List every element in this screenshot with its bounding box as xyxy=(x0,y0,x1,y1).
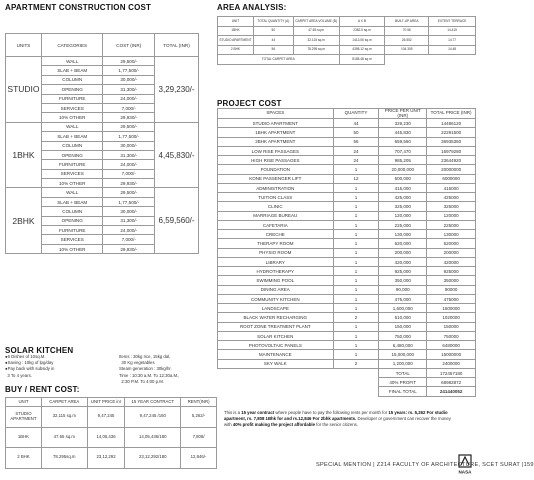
table-row xyxy=(218,128,476,137)
table-cell: 1 xyxy=(333,350,379,359)
table-cell: MARRIAGE BUREAU xyxy=(218,211,334,220)
column-header: SPACES xyxy=(218,109,334,119)
construction-header-row xyxy=(6,34,199,57)
table-cell: 26.552 xyxy=(385,36,429,46)
table-row xyxy=(218,239,476,248)
table-cell: 1 xyxy=(333,285,379,294)
column-header: UNITS xyxy=(6,34,42,57)
summary-label: 40% PROFIT xyxy=(379,378,427,387)
column-header: QUANTITY xyxy=(333,109,379,119)
table-row xyxy=(218,350,476,359)
cost-cell: 24,000/- xyxy=(103,226,155,235)
column-header: CARPET AREA xyxy=(41,398,87,407)
table-cell: 14,05,436/180 xyxy=(125,427,181,448)
table-row xyxy=(6,57,199,66)
nasa-logo-icon xyxy=(457,455,473,475)
summary-row xyxy=(218,368,476,377)
table-cell: 329,230 xyxy=(379,119,427,128)
table-cell: 225000 xyxy=(427,220,476,229)
table-cell: 475000 xyxy=(427,294,476,303)
summary-row xyxy=(218,387,476,396)
table-cell: 1600000 xyxy=(427,304,476,313)
category-cell: SERVICES xyxy=(41,103,103,112)
area-header-row xyxy=(218,17,476,27)
table-row xyxy=(218,294,476,303)
table-row xyxy=(218,331,476,340)
table-cell: STUDIO APARTMENT xyxy=(6,407,42,428)
category-cell: WALL xyxy=(41,188,103,197)
category-cell: WALL xyxy=(41,57,103,66)
table-cell: 1 xyxy=(333,257,379,266)
table-cell: STUDIO APARTMENT xyxy=(218,119,334,128)
table-cell: 420,000 xyxy=(379,257,427,266)
table-cell: 750,000 xyxy=(379,331,427,340)
table-cell: 620000 xyxy=(427,239,476,248)
table-cell: 1 xyxy=(333,304,379,313)
table-row xyxy=(6,407,217,428)
table-cell: 200000 xyxy=(427,248,476,257)
table-cell: 620,000 xyxy=(379,239,427,248)
table-cell: 1 xyxy=(333,239,379,248)
table-cell: 445,830 xyxy=(379,128,427,137)
table-cell: 1 xyxy=(333,341,379,350)
table-cell: LANDSCAPE xyxy=(218,304,334,313)
column-header: TOTAL PRICE (INR) xyxy=(427,109,476,119)
table-cell: 1 xyxy=(333,322,379,331)
table-cell: 104.305 xyxy=(385,45,429,55)
table-cell: 420000 xyxy=(427,257,476,266)
table-cell: 6,480,000 xyxy=(379,341,427,350)
table-cell: HIGH RISE PASSAGES xyxy=(218,156,334,165)
table-cell: 1 xyxy=(333,165,379,174)
table-row xyxy=(218,230,476,239)
table-cell: 659,560 xyxy=(379,137,427,146)
kitchen-spec-line: Items : 30kg rice, 15kg dal, xyxy=(119,354,171,359)
table-cell: BLACK WATER RECHARGING xyxy=(218,313,334,322)
total-value: 8185.48 sq.m xyxy=(339,55,385,65)
table-cell: 707,470 xyxy=(379,146,427,155)
table-row xyxy=(218,322,476,331)
table-cell: 78.295sq.m xyxy=(41,448,87,469)
table-cell: TUITION CLASS xyxy=(218,193,334,202)
unit-total: 3,29,230/- xyxy=(155,57,199,123)
table-cell: 4398.12 sq.m xyxy=(339,45,385,55)
column-header: UNIT PRICE inr xyxy=(87,398,125,407)
kitchen-spec-line: ●Pay back with subsidy in xyxy=(5,366,55,372)
table-cell: SKY WALK xyxy=(218,359,334,368)
table-row xyxy=(218,248,476,257)
kitchen-title: SOLAR KITCHEN xyxy=(5,346,74,355)
cost-cell: 1,77,500/- xyxy=(103,197,155,206)
table-cell: 1BHK xyxy=(6,427,42,448)
unit-total: 4,45,830/- xyxy=(155,122,199,188)
table-cell: 15000000 xyxy=(427,350,476,359)
table-cell: 1 xyxy=(333,211,379,220)
cost-cell: 31,300/- xyxy=(103,85,155,94)
table-cell: 22291500 xyxy=(427,128,476,137)
table-cell: 150,000 xyxy=(379,322,427,331)
table-cell: 2 xyxy=(333,359,379,368)
kitchen-spec-line: Steam generation : 30kg/hr. xyxy=(119,366,172,372)
table-cell: 225,000 xyxy=(379,220,427,229)
cost-cell: 29,500/- xyxy=(103,122,155,131)
summary-value: 172457180 xyxy=(427,368,476,377)
category-cell: SERVICES xyxy=(41,169,103,178)
table-cell: 425,000 xyxy=(379,193,427,202)
column-header: PRICE PER UNIT (INR) xyxy=(379,109,427,119)
table-cell: 510,000 xyxy=(379,313,427,322)
table-row xyxy=(218,285,476,294)
table-row xyxy=(218,313,476,322)
table-cell: 2BHK APARTMENT xyxy=(218,137,334,146)
category-cell: SERVICES xyxy=(41,235,103,244)
table-row xyxy=(218,276,476,285)
table-row xyxy=(6,122,199,131)
summary-value: 68982872 xyxy=(427,378,476,387)
cost-cell: 24,000/- xyxy=(103,160,155,169)
table-cell: 23644920 xyxy=(427,156,476,165)
table-row xyxy=(218,165,476,174)
table-cell: 415,000 xyxy=(379,183,427,192)
table-row xyxy=(218,359,476,368)
table-cell: 130000 xyxy=(427,230,476,239)
table-cell: ROOT ZONE TREATMENT PLANT xyxy=(218,322,334,331)
table-cell: 12,846/- xyxy=(181,448,217,469)
table-cell: 90000 xyxy=(427,285,476,294)
table-cell: 6480000 xyxy=(427,341,476,350)
table-row xyxy=(6,448,217,469)
category-cell: OPENING xyxy=(41,216,103,225)
table-cell: 120,000 xyxy=(379,211,427,220)
rent-contract-note: This is a 15 year contract where people have to pay the following rents per month for 15 years: rs. 5,262 For studio apartment, rs. 7,808 1Bhk for and rs.12,846 For 2bhk apartments. Developer or government can recover the money with 40% profit making the project affordable for the senior citizens. xyxy=(224,410,451,428)
table-cell: 1020000 xyxy=(427,313,476,322)
table-cell: 325000 xyxy=(427,202,476,211)
table-row xyxy=(218,45,476,55)
table-cell: 1 xyxy=(333,294,379,303)
table-cell: 1 xyxy=(333,276,379,285)
table-cell: 2 BHK xyxy=(6,448,42,469)
category-cell: 10% OTHER xyxy=(41,179,103,188)
table-cell: 12 xyxy=(333,174,379,183)
construction-cost-table xyxy=(5,33,199,254)
area-total-row xyxy=(218,55,476,65)
cost-cell: 30,000/- xyxy=(103,207,155,216)
cost-cell: 31,300/- xyxy=(103,216,155,225)
table-cell: 2400000 xyxy=(427,359,476,368)
category-cell: FURNITURE xyxy=(41,160,103,169)
kitchen-spec-line: 2:30 P.M. To 4:00 p.M. xyxy=(119,378,164,384)
table-cell: 50 xyxy=(333,128,379,137)
unit-name: 1BHK xyxy=(6,122,42,188)
table-cell: 90,000 xyxy=(379,285,427,294)
table-cell: 9,47,245 /160 xyxy=(125,407,181,428)
table-cell: LIBRARY xyxy=(218,257,334,266)
table-cell: 44 xyxy=(333,119,379,128)
table-cell: HYDROTHERAPY xyxy=(218,267,334,276)
table-cell: 985,205 xyxy=(379,156,427,165)
table-row xyxy=(218,220,476,229)
table-cell: 70.56 xyxy=(385,26,429,36)
cost-cell: 29,930/- xyxy=(103,244,155,253)
cost-cell: 1,77,500/- xyxy=(103,66,155,75)
cost-cell: 29,930/- xyxy=(103,113,155,122)
table-cell: 15,000,000 xyxy=(379,350,427,359)
table-row xyxy=(218,257,476,266)
table-row xyxy=(218,341,476,350)
table-cell: 20,000,000 xyxy=(379,165,427,174)
table-cell: 2 BHK xyxy=(218,45,254,55)
table-cell: SWIMMING POOL xyxy=(218,276,334,285)
table-cell: 6000000 xyxy=(427,174,476,183)
category-cell: 10% OTHER xyxy=(41,244,103,253)
table-cell: 1,600,000 xyxy=(379,304,427,313)
cost-cell: 1,77,500/- xyxy=(103,132,155,141)
summary-value: 241440052 xyxy=(427,387,476,396)
table-cell: 36935360 xyxy=(427,137,476,146)
column-header: EXTENT TERRACE xyxy=(429,17,476,27)
table-cell: 1413.06 sq.m xyxy=(339,36,385,46)
table-cell: 325,000 xyxy=(379,202,427,211)
table-row xyxy=(6,427,217,448)
table-cell: 23,12,292 xyxy=(87,448,125,469)
table-cell: 350000 xyxy=(427,276,476,285)
table-cell: 32,115 sq.m xyxy=(41,407,87,428)
buy-rent-table xyxy=(5,397,217,469)
table-cell: 1BHK APARTMENT xyxy=(218,128,334,137)
cost-cell: 30,000/- xyxy=(103,75,155,84)
category-cell: COLUMN xyxy=(41,141,103,150)
summary-row xyxy=(218,378,476,387)
table-cell: 120000 xyxy=(427,211,476,220)
unit-total: 6,59,560/- xyxy=(155,188,199,254)
kitchen-spec-line: 30 Kg vegetables xyxy=(119,360,155,366)
column-header: UNIT xyxy=(218,17,254,27)
category-cell: SLAB + BEAM xyxy=(41,197,103,206)
total-label: TOTAL CARPET AREA xyxy=(218,55,340,65)
category-cell: 10% OTHER xyxy=(41,113,103,122)
table-cell: 1 xyxy=(333,220,379,229)
table-cell: CLINIC xyxy=(218,202,334,211)
table-row xyxy=(218,211,476,220)
kitchen-spec-line: 3 To 4 years. xyxy=(5,372,32,378)
table-cell: 200,000 xyxy=(379,248,427,257)
column-header: A X B xyxy=(339,17,385,27)
table-cell: 1 xyxy=(333,202,379,211)
table-row xyxy=(218,304,476,313)
table-row xyxy=(6,188,199,197)
table-cell: 130,000 xyxy=(379,230,427,239)
table-cell: COMMUNITY KITCHEN xyxy=(218,294,334,303)
table-cell: 24 xyxy=(333,146,379,155)
project-cost-table xyxy=(217,108,476,397)
cost-cell: 7,000/- xyxy=(103,103,155,112)
table-row xyxy=(218,156,476,165)
table-cell: 1 xyxy=(333,230,379,239)
blank-cell xyxy=(218,387,379,396)
table-cell: 78.295 sq.m xyxy=(293,45,339,55)
category-cell: OPENING xyxy=(41,150,103,159)
table-cell: 14.77 xyxy=(429,36,476,46)
category-cell: COLUMN xyxy=(41,207,103,216)
table-row xyxy=(218,183,476,192)
table-cell: 1 xyxy=(333,193,379,202)
cost-cell: 24,000/- xyxy=(103,94,155,103)
construction-title: APARTMENT CONSTRUCTION COST xyxy=(5,3,152,12)
table-cell: KONE PASSENGER LIFT xyxy=(218,174,334,183)
table-cell: 350,000 xyxy=(379,276,427,285)
table-cell: 1 xyxy=(333,183,379,192)
table-row xyxy=(218,26,476,36)
table-cell: 14.48 xyxy=(429,45,476,55)
column-header: CARPET AREA VOLUME (B) xyxy=(293,17,339,27)
table-cell: 475,000 xyxy=(379,294,427,303)
table-cell: 32.115 sq.m xyxy=(293,36,339,46)
table-cell: 56 xyxy=(333,137,379,146)
table-cell: 150000 xyxy=(427,322,476,331)
unit-name: STUDIO xyxy=(6,57,42,123)
table-row xyxy=(218,202,476,211)
table-cell: MAINTENANCE xyxy=(218,350,334,359)
table-cell: FOUNDATION xyxy=(218,165,334,174)
table-cell: 1BHK xyxy=(218,26,254,36)
category-cell: FURNITURE xyxy=(41,226,103,235)
table-cell: 9,47,245 xyxy=(87,407,125,428)
unit-name: 2BHK xyxy=(6,188,42,254)
cost-cell: 30,000/- xyxy=(103,141,155,150)
kitchen-specs-right xyxy=(119,354,204,385)
table-cell: 16979280 xyxy=(427,146,476,155)
cost-cell: 31,300/- xyxy=(103,150,155,159)
table-row xyxy=(218,193,476,202)
table-row xyxy=(218,137,476,146)
table-cell: 47.65 sq.m xyxy=(41,427,87,448)
table-cell: 14.415 xyxy=(429,26,476,36)
column-header: CATEGORIES xyxy=(41,34,103,57)
column-header: TOTAL QUANTITY (A) xyxy=(253,17,293,27)
cost-cell: 7,000/- xyxy=(103,169,155,178)
table-cell: 1 xyxy=(333,267,379,276)
table-cell: 5,262/- xyxy=(181,407,217,428)
table-cell: CAFETARIA xyxy=(218,220,334,229)
table-cell: LOW RISE PASSAGES xyxy=(218,146,334,155)
kitchen-spec-line: Time : 10:30 a.M. To 12:30a.M., xyxy=(119,372,180,378)
kitchen-specs-left xyxy=(5,354,110,379)
area-title: AREA ANALYSIS: xyxy=(217,3,287,12)
table-cell: 47.65 sq.m xyxy=(293,26,339,36)
table-cell: PHYSIO ROOM xyxy=(218,248,334,257)
blank-cell xyxy=(218,368,379,377)
table-cell: 56 xyxy=(253,45,293,55)
category-cell: OPENING xyxy=(41,85,103,94)
table-cell: SOLAR KITCHEN xyxy=(218,331,334,340)
project-header-row xyxy=(218,109,476,119)
blank-cell xyxy=(218,378,379,387)
table-cell: 23,12,292/180 xyxy=(125,448,181,469)
column-header: RENT(INR) xyxy=(181,398,217,407)
category-cell: SLAB + BEAM xyxy=(41,132,103,141)
summary-label: TOTAL xyxy=(379,368,427,377)
column-header: TOTAL (INR) xyxy=(155,34,199,57)
category-cell: SLAB + BEAM xyxy=(41,66,103,75)
table-cell: 925000 xyxy=(427,267,476,276)
column-header: COST (INR) xyxy=(103,34,155,57)
table-cell: 24 xyxy=(333,156,379,165)
column-header: BUILT-UP AREA xyxy=(385,17,429,27)
table-cell: 14486120 xyxy=(427,119,476,128)
table-cell: 2 xyxy=(333,313,379,322)
table-cell: 1 xyxy=(333,248,379,257)
column-header: UNIT xyxy=(6,398,42,407)
project-title: PROJECT COST xyxy=(217,99,282,108)
table-row xyxy=(218,174,476,183)
table-row xyxy=(218,267,476,276)
table-cell: 14,05,436 xyxy=(87,427,125,448)
table-cell: PHOTOVOLTAIC PANELS xyxy=(218,341,334,350)
table-cell: 500,000 xyxy=(379,174,427,183)
table-cell: THERAPY ROOM xyxy=(218,239,334,248)
buy-header-row xyxy=(6,398,217,407)
table-row xyxy=(218,36,476,46)
area-analysis-table xyxy=(217,16,476,65)
buy-title: BUY / RENT COST: xyxy=(5,385,80,394)
column-header: 15 YEAR CONTRACT xyxy=(125,398,181,407)
table-row xyxy=(218,146,476,155)
kitchen-spec-line: ●Saving : 10kg of lpg/day xyxy=(5,360,54,366)
nasa-logo-text: NASA xyxy=(458,469,472,475)
table-cell: 1,200,000 xyxy=(379,359,427,368)
table-cell: 1 xyxy=(333,331,379,340)
table-cell: 750000 xyxy=(427,331,476,340)
category-cell: COLUMN xyxy=(41,75,103,84)
kitchen-spec-line: ●6 Dishes of 10sq.M. xyxy=(5,354,46,359)
table-cell: 2382.5 sq.m xyxy=(339,26,385,36)
table-cell: CRECHE xyxy=(218,230,334,239)
table-cell: 44 xyxy=(253,36,293,46)
table-cell: 50 xyxy=(253,26,293,36)
table-cell: 415000 xyxy=(427,183,476,192)
table-cell: 7,808/ xyxy=(181,427,217,448)
table-cell: 425000 xyxy=(427,193,476,202)
footer-credit: SPECIAL MENTION | Z214 FACULTY OF ARCHITECTURE, SCET SURAT |159 xyxy=(316,462,534,468)
table-cell: DINING AREA xyxy=(218,285,334,294)
cost-cell: 29,930/- xyxy=(103,179,155,188)
cost-cell: 29,500/- xyxy=(103,57,155,66)
category-cell: WALL xyxy=(41,122,103,131)
table-cell: 925,000 xyxy=(379,267,427,276)
cost-cell: 29,500/- xyxy=(103,188,155,197)
table-cell: ADMINISTRATION xyxy=(218,183,334,192)
table-cell: 20000000 xyxy=(427,165,476,174)
cost-cell: 7,000/- xyxy=(103,235,155,244)
table-cell: STUDIO APARTMENT xyxy=(218,36,254,46)
summary-label: FINAL TOTAL xyxy=(379,387,427,396)
category-cell: FURNITURE xyxy=(41,94,103,103)
table-row xyxy=(218,119,476,128)
